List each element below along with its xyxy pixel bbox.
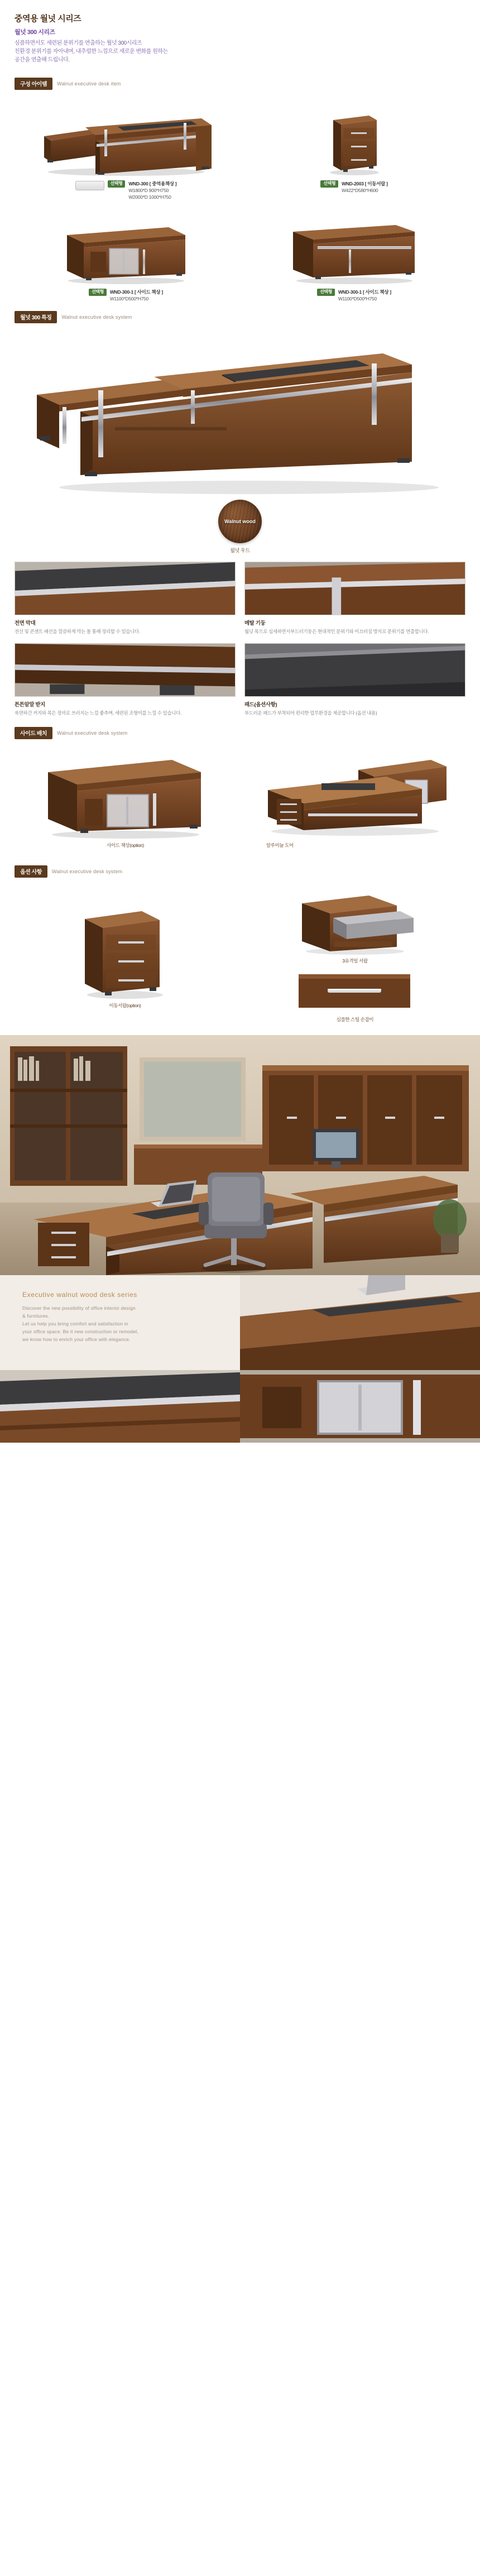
description-line-2: 친환경 분위기를 자아내며, 내추럴한 느낌으로 새로운 변화를 원하는 [15, 49, 168, 55]
bottom-photo-desk-edge [0, 1370, 240, 1443]
bottom-line-5: we know how to enrich your office with elegance. [22, 1337, 131, 1342]
mobile-drawer-option-illustration [69, 889, 181, 1000]
detail-photo-front-rail [15, 562, 236, 615]
item-image-side-cabinet-open [15, 204, 237, 288]
side-layout-image [244, 745, 465, 840]
item-caption-mobile-drawer [243, 180, 465, 194]
section-header-side [15, 727, 465, 739]
bottom-block [0, 1275, 480, 1443]
side-placement-grid [0, 745, 480, 849]
option-image-steel-handle [244, 970, 465, 1014]
detail-photo-pad [244, 643, 465, 697]
item-badge: 선택형 [89, 289, 107, 296]
hero-desk-image [15, 329, 465, 496]
bottom-line-1: Discover the new possibility of office interior design [22, 1305, 136, 1311]
section-header-features [15, 311, 465, 323]
cabinet-detail-illustration [240, 1370, 480, 1443]
walnut-swatch-caption: 월넛 우드 [230, 548, 250, 553]
item-side-cabinet-open [15, 204, 237, 302]
wood-swatch-block [0, 500, 480, 554]
description-line-3: 공간을 연출해 드립니다. [15, 57, 70, 63]
item-code: WND-300-1 [ 사이드 책상 ] [338, 289, 391, 295]
section-chip-side: 사이드 배치 [15, 727, 52, 739]
option-caption-steel-handle: 심플한 스틸 손잡이 [336, 1017, 374, 1022]
page-description [15, 39, 465, 64]
detail-cell-metal-pillar [244, 562, 465, 635]
section-en-items: Walnut executive desk item [57, 81, 121, 87]
item-executive-desk [15, 95, 237, 200]
mobile-drawer-illustration [321, 99, 388, 177]
detail-title: 튼튼알말 받지 [15, 702, 45, 708]
leg-support-illustration [15, 644, 235, 696]
bottom-photo-row [0, 1370, 480, 1443]
front-rail-illustration [15, 562, 235, 615]
item-mobile-drawer [243, 95, 465, 200]
section-en-side: Walnut executive desk system [57, 730, 128, 736]
section-en-features: Walnut executive desk system [61, 314, 132, 320]
item-dimension-2: W2000*D 1000*H750 [128, 194, 171, 200]
item-badge: 선택형 [317, 289, 335, 296]
bottom-line-2: & furnitures. [22, 1313, 50, 1319]
three-drawer-illustration [285, 889, 425, 956]
side-cabinet-image [15, 745, 236, 840]
option-caption-three-drawer: 3유격일 서랍 [342, 958, 368, 964]
detail-title: 메탈 기둥 [244, 620, 266, 626]
executive-desk-illustration [34, 96, 218, 177]
detail-desc: 전선 및 콘센트 배선을 깔끔하게 막는 몰 통해 정리할 수 있습니다. [15, 629, 140, 634]
page-subtitle: 월넛 300 시리즈 [15, 29, 55, 36]
detail-title: 전면 막대 [15, 620, 36, 626]
option-image-three-drawer [244, 883, 465, 956]
item-code: WND-300-1 [ 사이드 책상 ] [109, 289, 163, 295]
walnut-swatch-text: Walnut wood [224, 519, 256, 524]
side-cabinet-illustration [54, 213, 199, 285]
page-title: 중역용 월넛 시리즈 [15, 14, 81, 23]
room-scene-illustration [0, 1035, 480, 1275]
item-image-mobile-drawer [243, 95, 465, 179]
item-badge: 선택형 [320, 180, 338, 188]
option-cell-three-drawer [244, 883, 465, 964]
side-cabinet-detail-illustration [33, 748, 218, 840]
detail-desc: 월넛 목으로 심세하면서부드러기둥은 현대적인 분위기와 미끄러짐 방지로 분위기를 연출합니다. [244, 629, 429, 634]
option-image-mobile-drawer [15, 883, 236, 1000]
item-side-desk [243, 204, 465, 302]
section-header-items [15, 78, 465, 90]
section-chip-features: 월넛 300 특징 [15, 311, 57, 323]
l-shape-layout-illustration [255, 748, 455, 840]
item-dimension-1: W422*D580*H600 [342, 188, 378, 193]
detail-grid [0, 562, 480, 717]
steel-handle-illustration [285, 971, 425, 1014]
item-image-side-desk [243, 204, 465, 288]
section-header-options [15, 865, 465, 878]
item-grid [0, 95, 480, 302]
item-dimension-1: W1800*D 900*H750 [128, 188, 169, 193]
pad-illustration [245, 644, 465, 696]
aluminum-door-caption: 알루미늄 도어 [266, 842, 294, 848]
item-caption-executive-desk [15, 180, 237, 200]
bottom-copy [22, 1291, 207, 1343]
item-caption-side-cabinet-open [15, 289, 237, 302]
desk-edge-illustration [0, 1370, 240, 1443]
detail-desc: 부드러운 패드가 부착되어 편리한 업무환경을 제공합니다 (옵션 내용) [244, 710, 377, 716]
option-grid [0, 883, 480, 1023]
item-badge: 선택형 [108, 180, 126, 188]
hero-desk-illustration [15, 329, 465, 496]
option-cell-mobile-drawer [15, 883, 236, 1023]
option-cell-steel-handle [244, 970, 465, 1023]
wood-swatch-icon [75, 181, 104, 190]
detail-desc: 육면하간 커지와 목은 정비로 쓰러지는 느낌 좋추며, 세련된 조형미를 느낄 수 있습니다. [15, 710, 181, 716]
item-caption-side-desk [243, 289, 465, 302]
detail-photo-metal-pillar [244, 562, 465, 615]
item-code: WND-300 [ 중역용책상 ] [128, 181, 177, 186]
room-scene [0, 1035, 480, 1275]
walnut-swatch-circle [218, 500, 262, 543]
section-chip-items: 구성 아이템 [15, 78, 52, 90]
section-chip-options: 옵션 사항 [15, 865, 47, 878]
bottom-line-4: your office space. Be it new construction or remodel, [22, 1329, 138, 1334]
side-cabinet-caption: 사이드 책상(option) [107, 842, 144, 848]
side-cell-layout [244, 745, 465, 849]
side-cell-cabinet [15, 745, 236, 849]
side-desk-illustration [282, 213, 427, 285]
bottom-title: Executive walnut wood desk series [22, 1291, 137, 1299]
item-dimension-1: W1100*D500*H750 [109, 296, 148, 301]
item-image-executive-desk [15, 95, 237, 179]
spacer [0, 849, 480, 856]
bottom-line-3: Let us help you bring comfort and satisfaction in [22, 1321, 128, 1327]
detail-photo-leg-support [15, 643, 236, 697]
bottom-photo-cabinet-detail [240, 1370, 480, 1443]
metal-pillar-illustration [245, 562, 465, 615]
detail-cell-front-rail [15, 562, 236, 635]
page-header [0, 0, 480, 69]
section-en-options: Walnut executive desk system [51, 869, 123, 874]
detail-cell-leg-support [15, 643, 236, 717]
option-caption-mobile-drawer: 이동서랍(option) [109, 1003, 141, 1008]
item-code: WND-2003 [ 이동서랍 ] [342, 181, 388, 186]
item-dimension-1: W1100*D500*H750 [338, 296, 377, 301]
description-line-1: 심플하면서도 세련된 분위기를 연출하는 월넛 300시리즈 [15, 40, 142, 46]
detail-title: 패드(옵션사항) [244, 702, 277, 708]
detail-cell-pad [244, 643, 465, 717]
